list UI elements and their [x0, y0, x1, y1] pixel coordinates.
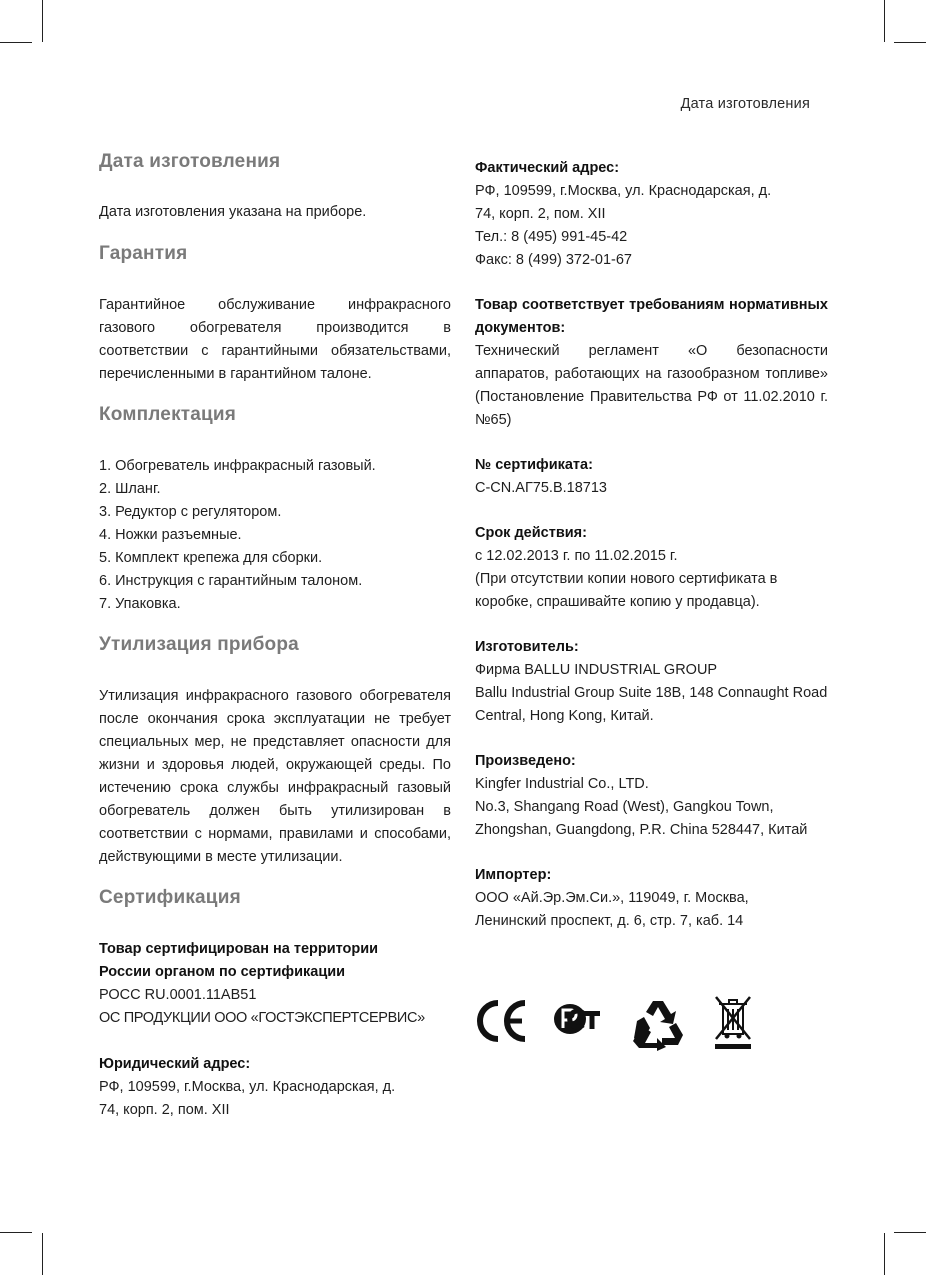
actual-address-label: Фактический адрес: [475, 160, 620, 176]
crop-mark [884, 0, 885, 42]
validity-label: Срок действия: [475, 525, 587, 541]
fax: Факс: 8 (499) 372-01-67 [475, 252, 632, 268]
actual-address-line: РФ, 109599, г.Москва, ул. Краснодарская, д. [475, 183, 772, 199]
produced-label: Произведено: [475, 753, 576, 769]
maker-label: Изготовитель: [475, 639, 579, 655]
weee-bin-icon [713, 995, 753, 1051]
ce-mark-icon [474, 999, 530, 1043]
cert-heading: Сертификация [99, 887, 241, 908]
cert-number: С-CN.АГ75.В.18713 [475, 480, 607, 496]
produced-line: Kingfer Industrial Co., LTD. [475, 776, 649, 792]
crop-mark [0, 42, 32, 43]
cert-bold-line: Товар сертифицирован на территории [99, 941, 379, 957]
maker-line: Фирма BALLU INDUSTRIAL GROUP [475, 662, 718, 678]
kit-item: 6. Инструкция с гарантийным талоном. [99, 573, 363, 589]
cert-body: ОС ПРОДУКЦИИ ООО «ГОСТЭКСПЕРТСЕРВИС» [99, 1010, 425, 1026]
legal-address-label: Юридический адрес: [99, 1056, 251, 1072]
right-column [475, 157, 828, 933]
validity-note: (При отсутствии копии нового сертификата в коробке, спрашивайте копию у продавца). [475, 571, 778, 610]
crop-mark [894, 1232, 926, 1233]
cert-bold-line: России органом по сертификации [99, 964, 346, 980]
importer-line: Ленинский проспект, д. 6, стр. 7, каб. 14 [475, 913, 744, 929]
date-text: Дата изготовления указана на приборе. [99, 204, 367, 220]
kit-item: 3. Редуктор с регулятором. [99, 504, 282, 520]
kit-item: 4. Ножки разъемные. [99, 527, 242, 543]
crop-mark [0, 1232, 32, 1233]
importer-label: Импортер: [475, 867, 552, 883]
running-header: Дата изготовления [680, 96, 810, 112]
crop-mark [884, 1233, 885, 1275]
warranty-heading: Гарантия [99, 243, 188, 264]
maker-line: Ballu Industrial Group Suite 18B, 148 Connaught Road Central, Hong Kong, Китай. [475, 685, 828, 724]
kit-item: 1. Обогреватель инфракрасный газовый. [99, 458, 376, 474]
kit-item: 7. Упаковка. [99, 596, 181, 612]
actual-address-line: 74, корп. 2, пом. XII [475, 206, 606, 222]
phone: Тел.: 8 (495) 991-45-42 [475, 229, 628, 245]
warranty-text: Гарантийное обслуживание инфракрасного газового обогревателя производится в соответствии с гарантийными обязательствами, перечисленными в гарантийном талоне. [99, 297, 451, 382]
conformity-text: Технический регламент «О безопасности аппаратов, работающих на газообразном топливе» (Постановление Правительства РФ от 11.02.2010 г. №65) [475, 343, 828, 428]
left-column [99, 150, 451, 1122]
cert-code: РОСС RU.0001.11АВ51 [99, 987, 257, 1003]
validity-line: с 12.02.2013 г. по 11.02.2015 г. [475, 548, 678, 564]
recycle-icon [629, 997, 687, 1051]
conformity-label: Товар соответствует требованиям нормативных документов: [475, 297, 828, 336]
crop-mark [42, 1233, 43, 1275]
crop-mark [42, 0, 43, 42]
kit-item: 5. Комплект крепежа для сборки. [99, 550, 323, 566]
crop-mark [894, 42, 926, 43]
kit-heading: Комплектация [99, 404, 237, 425]
disposal-heading: Утилизация прибора [99, 634, 299, 655]
date-heading: Дата изготовления [99, 151, 281, 172]
importer-line: ООО «Ай.Эр.Эм.Си.», 119049, г. Москва, [475, 890, 749, 906]
cert-number-label: № сертификата: [475, 457, 593, 473]
produced-line: No.3, Shangang Road (West), Gangkou Town, Zhongshan, Guangdong, P.R. China 528447, Китай [475, 799, 808, 838]
legal-address-line: 74, корп. 2, пом. XII [99, 1102, 230, 1118]
kit-item: 2. Шланг. [99, 481, 161, 497]
legal-address-line: РФ, 109599, г.Москва, ул. Краснодарская, д. [99, 1079, 396, 1095]
rst-mark-icon [552, 1001, 602, 1037]
kit-list [99, 455, 451, 616]
disposal-text: Утилизация инфракрасного газового обогревателя после окончания срока эксплуатации не требует специальных мер, не представляет опасности для жизни и здоровья людей, окружающей среды. По истечению срока службы инфракрасный газовый обогреватель должен быть утилизирован в соответствии с нормами, правилами и способами, действующими в месте утилизации. [99, 688, 451, 865]
